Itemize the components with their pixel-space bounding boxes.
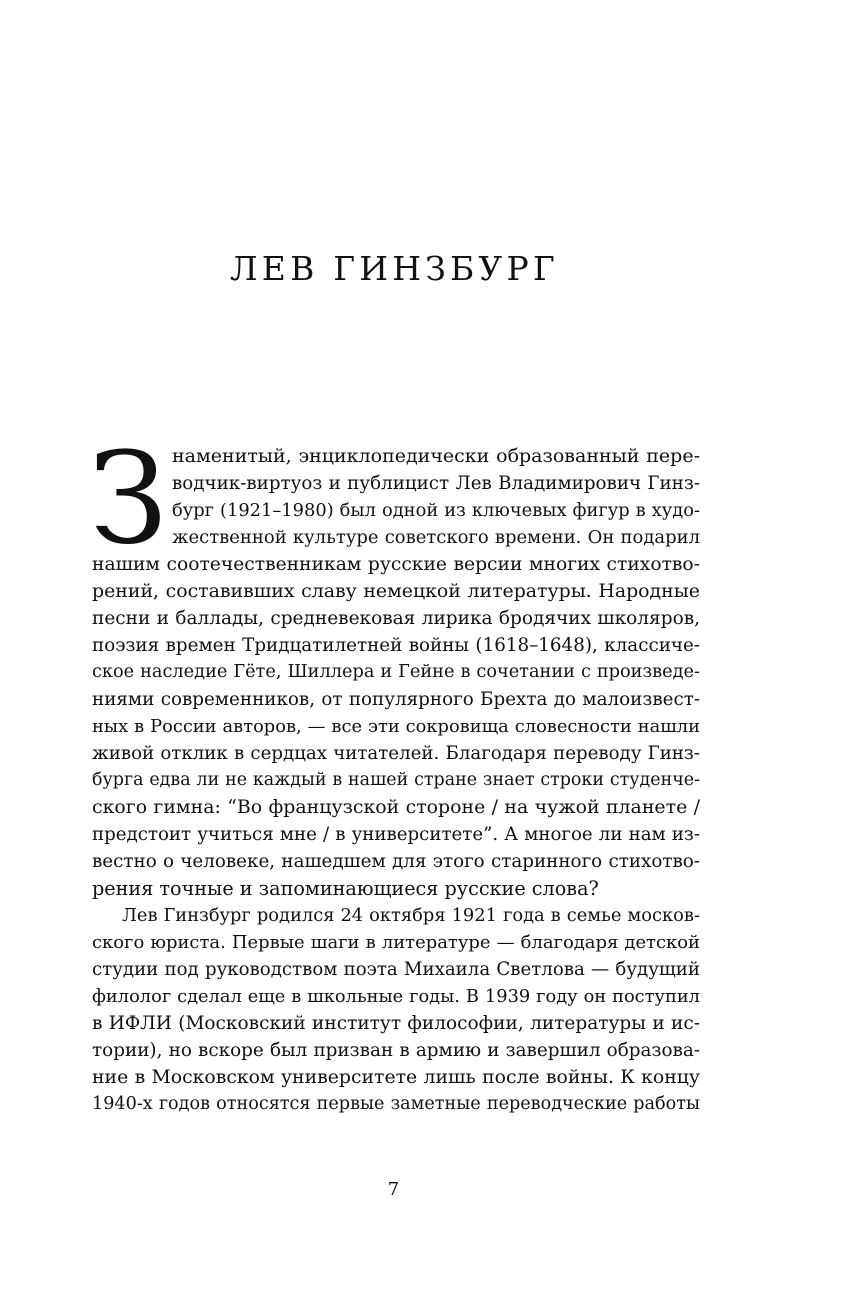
text-line: песни и баллады, средневековая лирика бродячих школяров, xyxy=(92,608,700,629)
text-line: бург (1921–1980) был одной из ключевых фигур в худо- xyxy=(172,500,700,521)
text-line: рений, составивших славу немецкой литературы. Народные xyxy=(92,580,700,602)
drop-cap: З xyxy=(89,425,168,572)
text-line: Лев Гинзбург родился 24 октября 1921 года в семье москов- xyxy=(122,905,700,926)
text-line: ского юриста. Первые шаги в литературе — благодаря детской xyxy=(92,932,700,953)
body-text xyxy=(89,425,700,1118)
text-line: рения точные и запоминающиеся русские слова? xyxy=(92,877,599,900)
text-line: ниями современников, от популярного Брехта до малоизвест- xyxy=(92,689,700,710)
text-line: поэзия времен Тридцатилетней войны (1618–1648), классиче- xyxy=(92,635,700,656)
chapter-title: ЛЕВ ГИНЗБУРГ xyxy=(230,249,559,288)
text-line: водчик-виртуоз и публицист Лев Владимирович Гинз- xyxy=(172,473,700,494)
text-line: живой отклик в сердцах читателей. Благодаря переводу Гинз- xyxy=(92,743,700,764)
text-line: вестно о человеке, нашедшем для этого старинного стихотво- xyxy=(92,851,700,872)
text-line: тории), но вскоре был призван в армию и завершил образова- xyxy=(92,1040,700,1061)
text-line: студии под руководством поэта Михаила Светлова — будущий xyxy=(92,959,700,980)
text-line: жественной культуре советского времени. Он подарил xyxy=(172,527,700,548)
text-line: филолог сделал еще в школьные годы. В 1939 году он поступил xyxy=(92,986,700,1007)
text-line: нашим соотечественникам русские версии многих стихотво- xyxy=(92,554,700,575)
text-line: ние в Московском университете лишь после войны. К концу xyxy=(92,1067,700,1088)
text-line: ных в России авторов, — все эти сокровища словесности нашли xyxy=(92,716,700,737)
text-line: предстоит учиться мне / в университете”. А многое ли нам из- xyxy=(92,824,700,845)
text-line: в ИФЛИ (Московский институт философии, литературы и ис- xyxy=(92,1013,700,1034)
page-number: 7 xyxy=(387,1179,400,1200)
text-line: ское наследие Гёте, Шиллера и Гейне в сочетании с произведе- xyxy=(92,662,700,682)
text-line: наменитый, энциклопедически образованный пере- xyxy=(172,445,700,467)
text-line: бурга едва ли не каждый в нашей стране знает строки студенче- xyxy=(92,770,700,790)
text-line: 1940-х годов относятся первые заметные переводческие работы xyxy=(92,1094,700,1114)
text-line: ского гимна: “Во французской стороне / на чужой планете / xyxy=(92,796,700,818)
